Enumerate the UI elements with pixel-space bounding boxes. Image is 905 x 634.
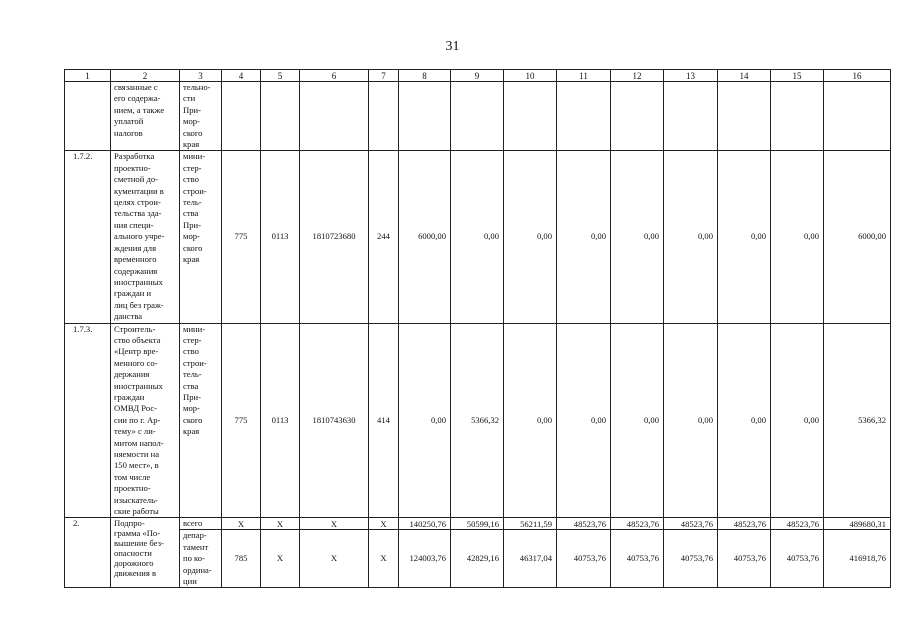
table-cell: тельно- сти При- мор- ского края: [180, 82, 222, 151]
table-header-row: [65, 70, 891, 82]
table-cell: [222, 82, 261, 151]
table-cell: 0,00: [771, 151, 824, 323]
column-header: 3: [180, 70, 222, 82]
table-cell: 0,00: [504, 323, 557, 518]
table-cell: 489680,31: [824, 518, 891, 530]
table-cell: депар- тамент по ко- ордина- ции: [180, 530, 222, 588]
table-cell: 50599,16: [451, 518, 504, 530]
table-cell: [504, 82, 557, 151]
column-header: 14: [718, 70, 771, 82]
column-header: 7: [369, 70, 399, 82]
table-cell: 0,00: [664, 151, 718, 323]
table-cell: 48523,76: [611, 518, 664, 530]
table-cell: [824, 82, 891, 151]
table-cell: 42829,16: [451, 530, 504, 588]
table-cell: X: [222, 518, 261, 530]
table-body: [65, 70, 891, 588]
table-row: [65, 530, 891, 588]
table-cell: 775: [222, 151, 261, 323]
column-header: 13: [664, 70, 718, 82]
table-cell: 0,00: [557, 323, 611, 518]
table-cell: 48523,76: [557, 518, 611, 530]
table-cell: [611, 82, 664, 151]
table-row: [65, 323, 891, 518]
table-cell: 48523,76: [664, 518, 718, 530]
table-cell: X: [369, 518, 399, 530]
table-row: [65, 518, 891, 530]
table-cell: 6000,00: [399, 151, 451, 323]
table-cell: [771, 82, 824, 151]
table-cell: 46317,04: [504, 530, 557, 588]
table-cell: 0113: [261, 323, 300, 518]
table-cell: 40753,76: [771, 530, 824, 588]
table-cell: 124003,76: [399, 530, 451, 588]
table-cell: Разработка проектно- сметной до- кументации в целях строи- тельства зда- ния специ- ального учре- ждения для временного содержания иностранных граждан и лиц без граж- данства: [111, 151, 180, 323]
table-cell: [664, 82, 718, 151]
table-cell: 5366,32: [824, 323, 891, 518]
table-cell: 5366,32: [451, 323, 504, 518]
column-header: 2: [111, 70, 180, 82]
table-cell: [399, 82, 451, 151]
table-cell: [300, 82, 369, 151]
table-cell: 0,00: [611, 323, 664, 518]
table-cell: 40753,76: [611, 530, 664, 588]
page-number: 31: [445, 39, 460, 54]
table-cell: 416918,76: [824, 530, 891, 588]
table-cell: 6000,00: [824, 151, 891, 323]
table-cell: 0113: [261, 151, 300, 323]
table-cell: X: [261, 530, 300, 588]
table-cell: X: [300, 530, 369, 588]
table-cell: 0,00: [399, 323, 451, 518]
table-cell: связанные с его содержа- нием, а также уплатой налогов: [111, 82, 180, 151]
table-row: [65, 151, 891, 323]
table-cell: 0,00: [557, 151, 611, 323]
table-cell: 40753,76: [718, 530, 771, 588]
table-cell: 2.: [65, 518, 111, 588]
column-header: 9: [451, 70, 504, 82]
budget-table: [64, 69, 891, 588]
table-cell: 0,00: [504, 151, 557, 323]
table-cell: [65, 82, 111, 151]
table-cell: X: [300, 518, 369, 530]
table-cell: 0,00: [718, 151, 771, 323]
column-header: 10: [504, 70, 557, 82]
column-header: 1: [65, 70, 111, 82]
column-header: 16: [824, 70, 891, 82]
table-cell: мини- стер- ство строи- тель- ства При- мор- ского края: [180, 151, 222, 323]
table-cell: 1810723680: [300, 151, 369, 323]
table-cell: 0,00: [718, 323, 771, 518]
table-cell: Подпро- грамма «По- вышение без- опасности дорожного движения в: [111, 518, 180, 588]
table-cell: 244: [369, 151, 399, 323]
table-cell: всего: [180, 518, 222, 530]
table-cell: 1.7.3.: [65, 323, 111, 518]
table-row: [65, 82, 891, 151]
table-cell: 0,00: [611, 151, 664, 323]
table-cell: X: [261, 518, 300, 530]
table-cell: 48523,76: [718, 518, 771, 530]
table-cell: Строитель- ство объекта «Центр вре- менного со- держания иностранных граждан ОМВД Рос- сии по г. Ар- тему» с ли- митом напол- няемости на 150 мест», в том числе проектно- изыскатель- ские работы: [111, 323, 180, 518]
table-cell: 0,00: [771, 323, 824, 518]
table-cell: [451, 82, 504, 151]
table-cell: X: [369, 530, 399, 588]
column-header: 12: [611, 70, 664, 82]
column-header: 4: [222, 70, 261, 82]
table-cell: 0,00: [451, 151, 504, 323]
column-header: 8: [399, 70, 451, 82]
table-cell: 414: [369, 323, 399, 518]
table-cell: [261, 82, 300, 151]
column-header: 6: [300, 70, 369, 82]
table-cell: 140250,76: [399, 518, 451, 530]
table-cell: 1.7.2.: [65, 151, 111, 323]
column-header: 15: [771, 70, 824, 82]
table-cell: 785: [222, 530, 261, 588]
table-cell: [557, 82, 611, 151]
table-cell: 0,00: [664, 323, 718, 518]
table-cell: 48523,76: [771, 518, 824, 530]
table-cell: 56211,59: [504, 518, 557, 530]
column-header: 11: [557, 70, 611, 82]
table-cell: 1810743630: [300, 323, 369, 518]
table-cell: 40753,76: [664, 530, 718, 588]
column-header: 5: [261, 70, 300, 82]
table-cell: мини- стер- ство строи- тель- ства При- мор- ского края: [180, 323, 222, 518]
table-cell: [369, 82, 399, 151]
table-cell: [718, 82, 771, 151]
table-cell: 775: [222, 323, 261, 518]
table-cell: 40753,76: [557, 530, 611, 588]
